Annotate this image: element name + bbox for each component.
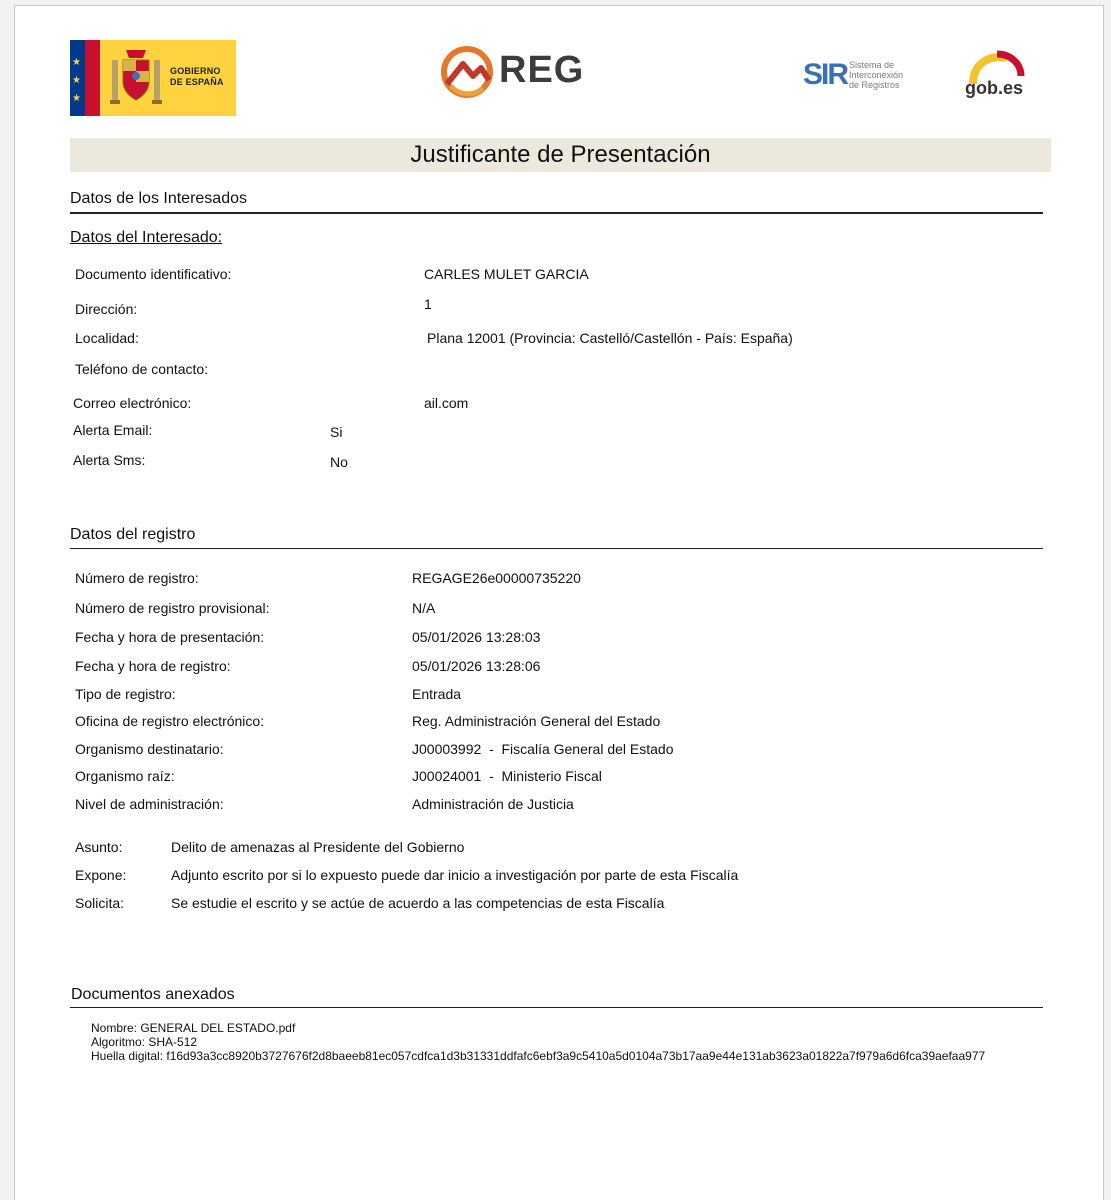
- asunto-label: Asunto:: [75, 839, 123, 855]
- registro-label: Número de registro:: [75, 570, 199, 586]
- sir-logo: [803, 58, 923, 98]
- gobes-logo-text: gob.es: [965, 78, 1024, 98]
- registro-value: J00024001 - Ministerio Fiscal: [412, 768, 602, 784]
- interesado-label: Teléfono de contacto:: [75, 361, 209, 377]
- interesado-label: Alerta Sms:: [73, 452, 146, 468]
- interesado-label: Correo electrónico:: [73, 395, 192, 411]
- sir-logo-text: Sistema de Interconexión de Registros: [849, 60, 904, 90]
- registro-label: Organismo destinatario:: [75, 741, 224, 757]
- interesado-subheading: Datos del Interesado:: [70, 229, 223, 246]
- registro-value: N/A: [412, 600, 436, 616]
- interesado-label: Localidad:: [75, 330, 139, 346]
- registro-value: Entrada: [412, 686, 462, 702]
- flag-icon: ★ ★ ★: [70, 40, 100, 116]
- asunto-value: Delito de amenazas al Presidente del Gobierno: [171, 839, 465, 855]
- interesado-label: Alerta Email:: [73, 422, 153, 438]
- interesado-value: 1: [424, 296, 432, 312]
- annex-filename: Nombre: GENERAL DEL ESTADO.pdf: [91, 1021, 296, 1035]
- annex-algorithm: Algoritmo: SHA-512: [91, 1035, 198, 1049]
- registro-label: Oficina de registro electrónico:: [75, 713, 265, 729]
- registro-value: Administración de Justicia: [412, 796, 574, 812]
- gobierno-espana-logo: [70, 40, 236, 116]
- registro-label: Tipo de registro:: [75, 686, 176, 702]
- expone-value: Adjunto escrito por si lo expuesto puede dar inicio a investigación por parte de esta Fiscalía: [171, 867, 739, 883]
- annex-hash: Huella digital: f16d93a3cc8920b3727676f2d8baeeb81ec057cdfca1d3b31331ddfafc6ebf3a9c5410a5d0104a73b17aa9e44e131ab3623a01822a7f979a6d6fca39aefaa977: [91, 1049, 986, 1063]
- registro-label: Número de registro provisional:: [75, 600, 270, 616]
- interesados-heading: Datos de los Interesados: [70, 190, 247, 207]
- interesado-value: Plana 12001 (Provincia: Castelló/Castellón - País: España): [427, 330, 793, 346]
- section-divider: [70, 1007, 1043, 1008]
- interesado-value: ail.com: [424, 395, 469, 411]
- solicita-value: Se estudie el escrito y se actúe de acuerdo a las competencias de esta Fiscalía: [171, 895, 665, 911]
- document-page: [14, 5, 1104, 1200]
- coat-of-arms-icon: [108, 46, 164, 110]
- interesado-value: Si: [330, 424, 343, 440]
- registro-label: Nivel de administración:: [75, 796, 224, 812]
- gobes-logo: [965, 50, 1045, 102]
- expone-label: Expone:: [75, 867, 127, 883]
- interesado-value: No: [330, 454, 348, 470]
- interesado-value: CARLES MULET GARCIA: [424, 266, 589, 282]
- registro-value: Reg. Administración General del Estado: [412, 713, 661, 729]
- interesado-label: Dirección:: [75, 301, 138, 317]
- registro-value: REGAGE26e00000735220: [412, 570, 581, 586]
- registro-value: J00003992 - Fiscalía General del Estado: [412, 741, 674, 757]
- registro-label: Fecha y hora de presentación:: [75, 629, 265, 645]
- gobierno-logo-text: GOBIERNO DE ESPAÑA: [170, 66, 224, 87]
- section-divider: [70, 212, 1043, 214]
- registro-heading: Datos del registro: [70, 526, 196, 543]
- registro-value: 05/01/2026 13:28:03: [412, 629, 541, 645]
- reg-swirl-icon: [439, 44, 495, 100]
- sir-logo-mark: SIR: [803, 58, 848, 91]
- section-divider: [70, 548, 1043, 549]
- anexos-heading: Documentos anexados: [71, 986, 235, 1003]
- reg-logo-text: REG: [499, 49, 585, 91]
- registro-label: Fecha y hora de registro:: [75, 658, 231, 674]
- reg-logo: [439, 44, 584, 102]
- solicita-label: Solicita:: [75, 895, 125, 911]
- registro-value: 05/01/2026 13:28:06: [412, 658, 541, 674]
- document-title: Justificante de Presentación: [70, 138, 1051, 172]
- interesado-label: Documento identificativo:: [75, 266, 232, 282]
- registro-label: Organismo raíz:: [75, 768, 175, 784]
